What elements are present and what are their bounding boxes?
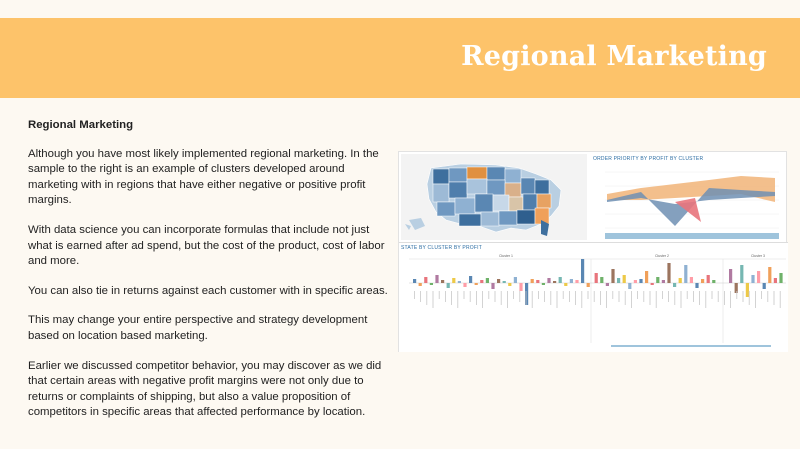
tick-label-stub [594, 291, 595, 302]
bar [679, 278, 682, 283]
bar [503, 281, 506, 283]
tick-label-stub [544, 291, 545, 302]
bar [424, 277, 427, 283]
tick-label-stub [588, 291, 589, 299]
bar [768, 267, 771, 283]
paragraph: You can also tie in returns against each customer with in specific areas. [28, 284, 388, 297]
bar [628, 283, 631, 289]
bar-chart-panel [399, 242, 788, 352]
bar [525, 283, 528, 305]
bar [751, 275, 754, 283]
bar [617, 278, 620, 283]
bar [553, 281, 556, 283]
tick-label-stub [730, 291, 731, 308]
bar [564, 283, 567, 286]
title-banner [0, 18, 800, 98]
bar [519, 283, 522, 291]
bar [757, 271, 760, 283]
cluster-label: Cluster 2 [655, 254, 670, 258]
tick-label-stub [606, 291, 607, 308]
tick-label-stub [718, 291, 719, 302]
tick-label-stub [668, 291, 669, 302]
tick-label-stub [674, 291, 675, 305]
tick-label-stub [433, 291, 434, 308]
bar [740, 265, 743, 283]
tick-label-stub [637, 291, 638, 299]
tick-label-stub [563, 291, 564, 299]
tick-label-stub [705, 291, 706, 308]
bar [435, 275, 438, 283]
bar [634, 280, 637, 283]
bar [695, 283, 698, 288]
tick-label-stub [780, 291, 781, 308]
tick-label-stub [743, 291, 744, 302]
tick-label-stub [625, 291, 626, 305]
bar [570, 279, 573, 283]
bar [458, 281, 461, 283]
bar-chart-title: STATE BY CLUSTER BY PROFIT [401, 245, 482, 251]
bar [419, 283, 422, 286]
section-heading: Regional Marketing [28, 119, 134, 131]
tick-label-stub [693, 291, 694, 302]
bar [497, 279, 500, 283]
bar [559, 277, 562, 283]
bar [735, 283, 738, 293]
slide-title: Regional Marketing [461, 41, 767, 72]
tick-label-stub [612, 291, 613, 299]
tick-label-stub [532, 291, 533, 308]
bar [611, 269, 614, 283]
tick-label-stub [687, 291, 688, 299]
tick-label-stub [681, 291, 682, 308]
paragraph: Earlier we discussed competitor behavior, you may discover as we did that certain areas with negative profit margins were not only due to returns or complaints of shipping, but also a value proposition of competitors in specific areas that affected performance by location. [28, 359, 382, 419]
bar [656, 277, 659, 283]
area-chart-panel [591, 154, 785, 240]
bar [413, 279, 416, 283]
bar [701, 279, 704, 283]
area-chart-title: ORDER PRIORITY BY PROFIT BY CLUSTER [593, 156, 704, 162]
tick-label-stub [513, 291, 514, 299]
dashboard-image [398, 151, 787, 352]
tick-label-stub [767, 291, 768, 302]
tick-label-stub [426, 291, 427, 305]
tick-label-stub [488, 291, 489, 299]
tick-label-stub [662, 291, 663, 299]
bar [575, 280, 578, 283]
tick-label-stub [476, 291, 477, 305]
tick-label-stub [656, 291, 657, 308]
bar [536, 280, 539, 283]
bar [684, 265, 687, 283]
tick-label-stub [495, 291, 496, 302]
bar [547, 278, 550, 283]
bar [606, 283, 609, 286]
tick-label-stub [526, 291, 527, 305]
tick-label-stub [457, 291, 458, 308]
bar [600, 277, 603, 283]
tick-label-stub [736, 291, 737, 299]
paragraph: Although you have most likely implemented regional marketing. In the sample to the right is an example of clusters developed around marketing with in regions that have either negative or positive profit margins. [28, 147, 379, 207]
us-map [401, 154, 587, 240]
bar [430, 283, 433, 285]
body-text [28, 118, 393, 435]
area-chart [591, 154, 785, 240]
tick-label-stub [445, 291, 446, 302]
bar [486, 278, 489, 283]
bar [447, 283, 450, 288]
tick-label-stub [557, 291, 558, 308]
tick-label-stub [699, 291, 700, 305]
tick-label-stub [774, 291, 775, 305]
tick-label-stub [519, 291, 520, 302]
tick-label-stub [451, 291, 452, 305]
bar [639, 279, 642, 283]
us-map-panel [401, 154, 587, 240]
bar [774, 278, 777, 283]
tick-label-stub [631, 291, 632, 308]
bar-series [413, 259, 783, 308]
bar [475, 283, 478, 285]
bar [441, 280, 444, 283]
bar [707, 275, 710, 283]
tick-label-stub [550, 291, 551, 305]
bar [673, 283, 676, 287]
bar [542, 283, 545, 285]
paragraph: With data science you can incorporate formulas that include not just what is earned after ad spend, but the cost of the product, cost of labor and more. [28, 223, 385, 268]
tick-label-stub [650, 291, 651, 305]
bar-chart [399, 247, 788, 355]
cluster-label: Cluster 3 [751, 254, 766, 258]
tick-label-stub [470, 291, 471, 302]
bar [662, 280, 665, 283]
tick-label-stub [575, 291, 576, 305]
tick-label-stub [755, 291, 756, 308]
tick-label-stub [414, 291, 415, 299]
bar [531, 279, 534, 283]
tick-label-stub [619, 291, 620, 302]
bar [651, 283, 654, 285]
cluster-label: Cluster 1 [499, 254, 514, 258]
bar [690, 277, 693, 283]
tick-label-stub [569, 291, 570, 302]
tick-label-stub [600, 291, 601, 305]
tick-label-stub [538, 291, 539, 299]
bar [712, 280, 715, 283]
tick-label-stub [724, 291, 725, 305]
tick-label-stub [482, 291, 483, 308]
tick-label-stub [712, 291, 713, 299]
bar [452, 278, 455, 283]
tick-label-stub [761, 291, 762, 299]
bar [469, 276, 472, 283]
top-strip [0, 0, 800, 18]
tick-label-stub [507, 291, 508, 308]
bar [779, 273, 782, 283]
bar [581, 259, 584, 283]
bar [645, 271, 648, 283]
tick-label-stub [439, 291, 440, 299]
paragraph: This may change your entire perspective and strategy development based on location based marketing. [28, 314, 368, 342]
bar [587, 283, 590, 287]
bar [491, 283, 494, 289]
bar [463, 283, 466, 287]
bar [667, 263, 670, 283]
tick-label-stub [581, 291, 582, 308]
tick-label-stub [420, 291, 421, 302]
tick-label-stub [464, 291, 465, 299]
bar [746, 283, 749, 297]
bar [763, 283, 766, 289]
tick-label-stub [643, 291, 644, 302]
bar [508, 283, 511, 286]
bar [729, 269, 732, 283]
bar [623, 275, 626, 283]
tick-label-stub [501, 291, 502, 305]
bar [480, 280, 483, 283]
bar [514, 277, 517, 283]
tick-label-stub [749, 291, 750, 305]
bar [595, 273, 598, 283]
